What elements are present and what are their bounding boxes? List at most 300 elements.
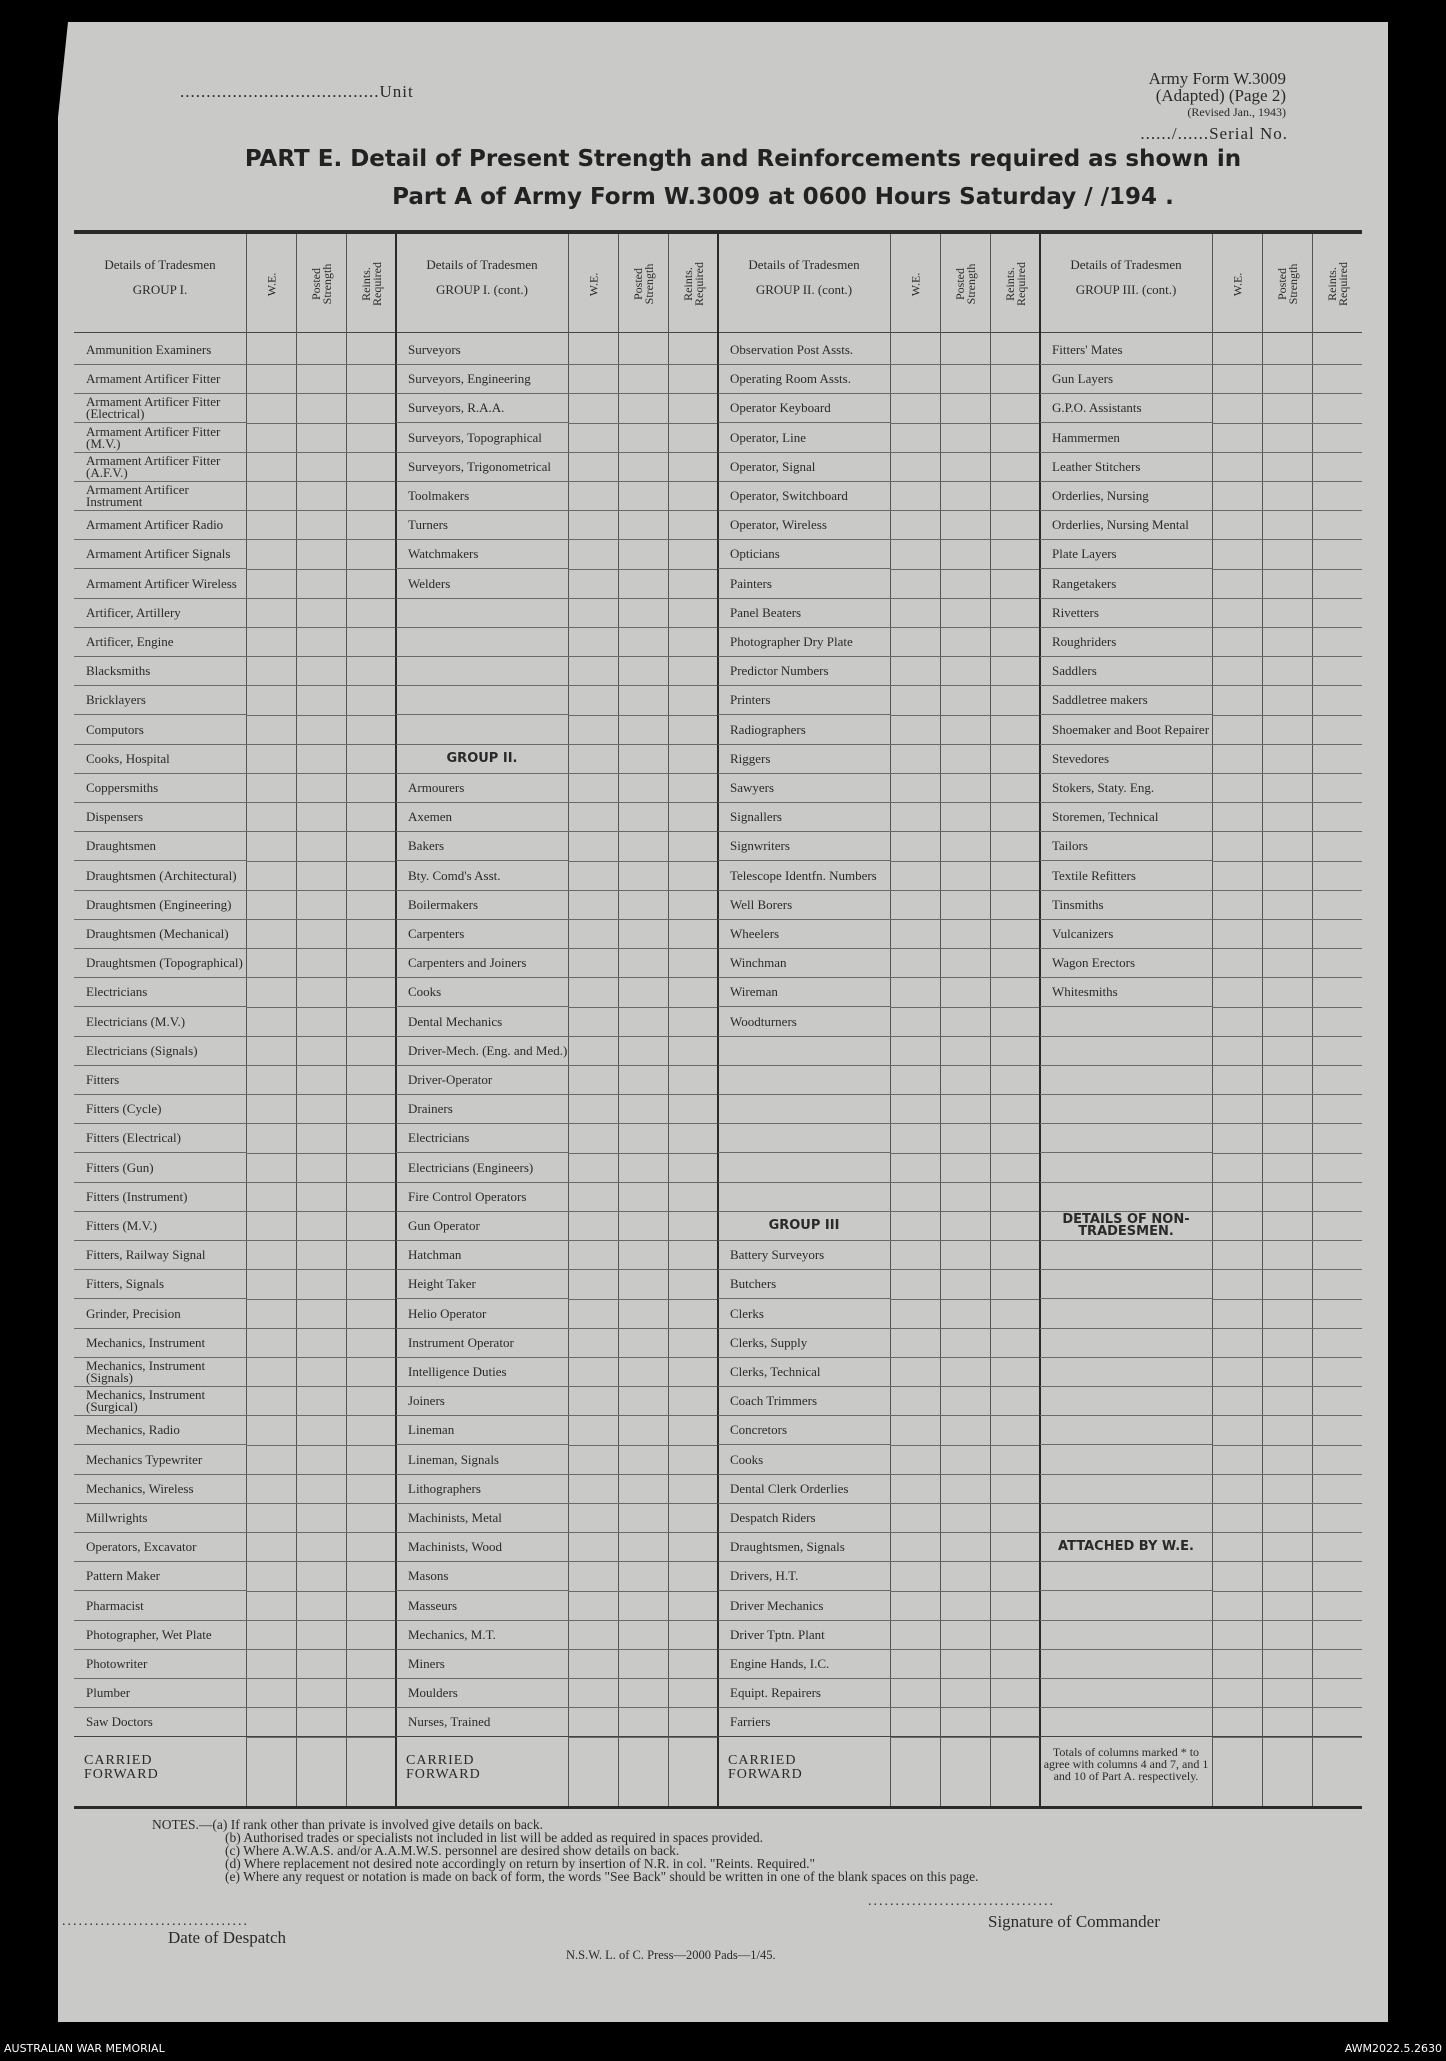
entry-cells[interactable]: [890, 1445, 1040, 1446]
posted-label: Posted Strength: [309, 263, 334, 305]
entry-cells[interactable]: [568, 569, 718, 570]
entry-cells[interactable]: [246, 569, 396, 570]
entry-cells[interactable]: [890, 1065, 1040, 1066]
entry-cells[interactable]: [568, 1328, 718, 1329]
column-rule: [568, 234, 569, 1806]
trade-row: Roughriders: [1040, 628, 1212, 657]
entry-cells[interactable]: [1212, 1532, 1362, 1533]
entry-cells[interactable]: [246, 510, 396, 511]
trade-row: Painters: [718, 570, 890, 599]
trade-row: Butchers: [718, 1270, 890, 1299]
entry-cells[interactable]: [1212, 715, 1362, 716]
entry-cells[interactable]: [568, 1065, 718, 1066]
entry-cells[interactable]: [1212, 1649, 1362, 1650]
trade-row: Carpenters and Joiners: [396, 949, 568, 978]
entry-cells[interactable]: [568, 1094, 718, 1095]
entry-cells[interactable]: [246, 1211, 396, 1212]
entry-cells[interactable]: [890, 1328, 1040, 1329]
entry-cells[interactable]: [246, 452, 396, 453]
trade-row: Mechanics, Instrument (Signals): [74, 1358, 246, 1387]
trade-row: [1040, 1329, 1212, 1358]
entry-cells[interactable]: [246, 1386, 396, 1387]
entry-cells[interactable]: [1212, 948, 1362, 949]
entry-cells[interactable]: [246, 1269, 396, 1270]
entry-cells[interactable]: [1212, 744, 1362, 745]
entry-cells[interactable]: [246, 1007, 396, 1008]
trade-row: Coppersmiths: [74, 774, 246, 803]
entry-cells[interactable]: [568, 1357, 718, 1358]
entry-cells[interactable]: [568, 1532, 718, 1533]
trade-row: [718, 1066, 890, 1095]
entry-cells[interactable]: [246, 1065, 396, 1066]
entry-cells[interactable]: [568, 364, 718, 365]
trade-row: Saddlers: [1040, 657, 1212, 686]
entry-cells[interactable]: [246, 1299, 396, 1300]
entry-cells[interactable]: [568, 1591, 718, 1592]
entry-cells[interactable]: [568, 861, 718, 862]
entry-cells[interactable]: [1212, 831, 1362, 832]
entry-cells[interactable]: [568, 1503, 718, 1504]
entry-cells[interactable]: [890, 744, 1040, 745]
entry-cells[interactable]: [1212, 423, 1362, 424]
entry-cells[interactable]: [890, 1415, 1040, 1416]
trade-row: [1040, 1300, 1212, 1329]
entry-cells[interactable]: [1212, 1182, 1362, 1183]
entry-cells[interactable]: [568, 802, 718, 803]
trade-row: Hammermen: [1040, 424, 1212, 453]
entry-cells[interactable]: [890, 802, 1040, 803]
reints-header: [668, 244, 720, 324]
trade-row: Electricians (Signals): [74, 1037, 246, 1066]
trade-row: Winchman: [718, 949, 890, 978]
entry-cells[interactable]: [1212, 1328, 1362, 1329]
trade-row: Opticians: [718, 540, 890, 569]
entry-cells[interactable]: [1212, 685, 1362, 686]
entry-cells[interactable]: [568, 539, 718, 540]
trade-row: [1040, 1650, 1212, 1679]
entry-cells[interactable]: [246, 715, 396, 716]
entry-cells[interactable]: [568, 510, 718, 511]
details-header: [718, 258, 890, 296]
entry-cells[interactable]: [890, 1591, 1040, 1592]
entry-cells[interactable]: [1212, 1065, 1362, 1066]
entry-cells[interactable]: [568, 1240, 718, 1241]
entry-cells[interactable]: [246, 802, 396, 803]
entry-cells[interactable]: [890, 919, 1040, 920]
entry-cells[interactable]: [246, 481, 396, 482]
entry-cells[interactable]: [246, 744, 396, 745]
entry-cells[interactable]: [1212, 627, 1362, 628]
column-rule: [346, 234, 347, 1806]
entry-cells[interactable]: [246, 627, 396, 628]
entry-cells[interactable]: [568, 744, 718, 745]
trade-row: [1040, 1037, 1212, 1066]
entry-cells[interactable]: [568, 890, 718, 891]
group-label: GROUP II. (cont.): [755, 282, 853, 297]
entry-cells[interactable]: [568, 715, 718, 716]
entry-cells[interactable]: [568, 1474, 718, 1475]
trade-row: G.P.O. Assistants: [1040, 394, 1212, 423]
entry-cells[interactable]: [246, 1357, 396, 1358]
entry-cells[interactable]: [890, 1007, 1040, 1008]
entry-cells[interactable]: [246, 831, 396, 832]
entry-cells[interactable]: [246, 598, 396, 599]
entry-cells[interactable]: [246, 919, 396, 920]
trade-row: Farriers: [718, 1708, 890, 1737]
trade-row: Plate Layers: [1040, 540, 1212, 569]
entry-cells[interactable]: [246, 1532, 396, 1533]
entry-cells[interactable]: [246, 1240, 396, 1241]
trade-row: [1040, 1504, 1212, 1533]
entry-cells[interactable]: [890, 627, 1040, 628]
details-header: [396, 258, 568, 296]
entry-cells[interactable]: [890, 510, 1040, 511]
entry-cells[interactable]: [1212, 1707, 1362, 1708]
entry-cells[interactable]: [890, 364, 1040, 365]
entry-cells[interactable]: [246, 1649, 396, 1650]
trade-row: Machinists, Wood: [396, 1533, 568, 1562]
entry-cells[interactable]: [890, 423, 1040, 424]
entry-cells[interactable]: [568, 1445, 718, 1446]
trade-row: Grinder, Precision: [74, 1300, 246, 1329]
entry-cells[interactable]: [890, 1649, 1040, 1650]
entry-cells[interactable]: [890, 1240, 1040, 1241]
entry-cells[interactable]: [568, 1153, 718, 1154]
trade-row: Photowriter: [74, 1650, 246, 1679]
entry-cells[interactable]: [890, 1357, 1040, 1358]
we-header: [246, 244, 298, 324]
trade-row: [718, 1183, 890, 1212]
entry-cells[interactable]: [246, 773, 396, 774]
entry-cells[interactable]: [890, 1503, 1040, 1504]
footer-id: AWM2022.5.2630: [1344, 2042, 1442, 2055]
carried-forward: CARRIED FORWARD: [406, 1753, 481, 1782]
trade-row: [1040, 1066, 1212, 1095]
entry-cells[interactable]: [890, 393, 1040, 394]
trade-row: Tailors: [1040, 832, 1212, 861]
trade-row: Armament Artificer Fitter: [74, 365, 246, 394]
entry-cells[interactable]: [568, 1269, 718, 1270]
entry-cells[interactable]: [568, 831, 718, 832]
entry-cells[interactable]: [1212, 569, 1362, 570]
entry-cells[interactable]: [1212, 861, 1362, 862]
entry-cells[interactable]: [890, 977, 1040, 978]
entry-cells[interactable]: [890, 1153, 1040, 1154]
entry-cells[interactable]: [246, 1707, 396, 1708]
entry-cells[interactable]: [890, 831, 1040, 832]
trade-row: Photographer, Wet Plate: [74, 1621, 246, 1650]
trade-row: Toolmakers: [396, 482, 568, 511]
details-of-tradesmen-label: Details of Tradesmen: [1070, 257, 1182, 272]
entry-cells[interactable]: [890, 1386, 1040, 1387]
entry-cells[interactable]: [568, 773, 718, 774]
entry-cells[interactable]: [890, 539, 1040, 540]
trade-row: [718, 1037, 890, 1066]
entry-cells[interactable]: [568, 1649, 718, 1650]
entry-cells[interactable]: [1212, 510, 1362, 511]
entry-cells[interactable]: [890, 715, 1040, 716]
trade-row: Pattern Maker: [74, 1562, 246, 1591]
entry-cells[interactable]: [246, 1415, 396, 1416]
trade-row: Despatch Riders: [718, 1504, 890, 1533]
trade-row: [396, 657, 568, 686]
entry-cells[interactable]: [890, 861, 1040, 862]
entry-cells[interactable]: [1212, 1591, 1362, 1592]
entry-cells[interactable]: [1212, 656, 1362, 657]
entry-cells[interactable]: [568, 393, 718, 394]
entry-cells[interactable]: [1212, 773, 1362, 774]
trade-row: Telescope Identfn. Numbers: [718, 862, 890, 891]
entry-cells[interactable]: [890, 569, 1040, 570]
entry-cells[interactable]: [890, 481, 1040, 482]
trade-row: Armament Artificer Instrument: [74, 482, 246, 511]
trade-row: Signwriters: [718, 832, 890, 861]
entry-cells[interactable]: [246, 1591, 396, 1592]
we-label: W.E.: [1230, 272, 1245, 296]
entry-cells[interactable]: [1212, 481, 1362, 482]
trade-row: [1040, 1679, 1212, 1708]
entry-cells[interactable]: [890, 1532, 1040, 1533]
entry-cells[interactable]: [1212, 1153, 1362, 1154]
trade-row: Nurses, Trained: [396, 1708, 568, 1737]
details-header: [74, 258, 246, 296]
column-header: [718, 234, 1040, 333]
posted-header: [1262, 244, 1314, 324]
trade-row: Bty. Comd's Asst.: [396, 862, 568, 891]
trade-row: Well Borers: [718, 891, 890, 920]
trade-row: Leather Stitchers: [1040, 453, 1212, 482]
entry-cells[interactable]: [568, 598, 718, 599]
entry-cells[interactable]: [890, 1094, 1040, 1095]
details-of-tradesmen-label: Details of Tradesmen: [748, 257, 860, 272]
entry-cells[interactable]: [1212, 598, 1362, 599]
entry-cells[interactable]: [568, 452, 718, 453]
entry-cells[interactable]: [1212, 1445, 1362, 1446]
entry-cells[interactable]: [890, 656, 1040, 657]
entry-cells[interactable]: [568, 1211, 718, 1212]
trade-row: Operator Keyboard: [718, 394, 890, 423]
entry-cells[interactable]: [246, 423, 396, 424]
column-rule: [668, 234, 669, 1806]
trade-row: Storemen, Technical: [1040, 803, 1212, 832]
entry-cells[interactable]: [568, 423, 718, 424]
entry-cells[interactable]: [568, 1007, 718, 1008]
entry-cells[interactable]: [1212, 802, 1362, 803]
entry-cells[interactable]: [1212, 890, 1362, 891]
trade-row: Bakers: [396, 832, 568, 861]
posted-header: [940, 244, 992, 324]
entry-cells[interactable]: [1212, 1678, 1362, 1679]
entry-cells[interactable]: [1212, 1503, 1362, 1504]
entry-cells[interactable]: [568, 685, 718, 686]
entry-cells[interactable]: [1212, 393, 1362, 394]
entry-cells[interactable]: [246, 948, 396, 949]
entry-cells[interactable]: [890, 1474, 1040, 1475]
entry-cells[interactable]: [890, 773, 1040, 774]
entry-cells[interactable]: [1212, 539, 1362, 540]
entry-cells[interactable]: [246, 1036, 396, 1037]
date-dots: ..................................: [62, 1914, 249, 1929]
entry-cells[interactable]: [246, 1123, 396, 1124]
entry-cells[interactable]: [568, 1182, 718, 1183]
entry-cells[interactable]: [890, 1036, 1040, 1037]
entry-cells[interactable]: [246, 1678, 396, 1679]
table-column-2: [396, 234, 718, 1806]
trade-row: Masons: [396, 1562, 568, 1591]
entry-cells[interactable]: [1212, 1240, 1362, 1241]
entry-cells[interactable]: [568, 1678, 718, 1679]
entry-cells[interactable]: [890, 1299, 1040, 1300]
tradesmen-table: [74, 230, 1362, 1809]
entry-cells[interactable]: [246, 1153, 396, 1154]
entry-cells[interactable]: [568, 1386, 718, 1387]
entry-cells[interactable]: [246, 393, 396, 394]
trade-row: [396, 628, 568, 657]
entry-cells[interactable]: [568, 1299, 718, 1300]
entry-cells[interactable]: [246, 1094, 396, 1095]
entry-cells[interactable]: [246, 1561, 396, 1562]
entry-cells[interactable]: [246, 1182, 396, 1183]
section-heading: GROUP II.: [396, 745, 568, 774]
entry-cells[interactable]: [568, 1123, 718, 1124]
trade-row: Draughtsmen (Engineering): [74, 891, 246, 920]
trade-row: Surveyors: [396, 336, 568, 365]
entry-cells[interactable]: [1212, 1269, 1362, 1270]
trade-row: Clerks: [718, 1300, 890, 1329]
entry-cells[interactable]: [1212, 1299, 1362, 1300]
trade-row: Dispensers: [74, 803, 246, 832]
footer-source: AUSTRALIAN WAR MEMORIAL: [4, 2042, 165, 2055]
trade-row: Gun Layers: [1040, 365, 1212, 394]
entry-cells[interactable]: [890, 1211, 1040, 1212]
entry-cells[interactable]: [246, 890, 396, 891]
trade-row: [1040, 1183, 1212, 1212]
entry-cells[interactable]: [246, 685, 396, 686]
entry-cells[interactable]: [1212, 1094, 1362, 1095]
trade-row: Observation Post Assts.: [718, 336, 890, 365]
entry-cells[interactable]: [568, 1707, 718, 1708]
entry-cells[interactable]: [568, 481, 718, 482]
entry-cells[interactable]: [568, 1620, 718, 1621]
entry-cells[interactable]: [1212, 919, 1362, 920]
trade-row: Draughtsmen (Topographical): [74, 949, 246, 978]
entry-cells[interactable]: [246, 364, 396, 365]
entry-cells[interactable]: [568, 977, 718, 978]
note-a: NOTES.—(a) If rank other than private is involved give details on back.: [152, 1817, 544, 1832]
trade-row: [1040, 1475, 1212, 1504]
trade-row: Miners: [396, 1650, 568, 1679]
entry-cells[interactable]: [1212, 1007, 1362, 1008]
trade-row: Blacksmiths: [74, 657, 246, 686]
trade-row: Surveyors, Topographical: [396, 424, 568, 453]
trade-row: [1040, 1124, 1212, 1153]
entry-cells[interactable]: [246, 1474, 396, 1475]
trade-row: Operating Room Assts.: [718, 365, 890, 394]
reints-label: Reints. Required: [1003, 262, 1028, 306]
entry-cells[interactable]: [890, 1561, 1040, 1562]
entry-cells[interactable]: [1212, 364, 1362, 365]
entry-cells[interactable]: [890, 890, 1040, 891]
entry-cells[interactable]: [568, 1415, 718, 1416]
entry-cells[interactable]: [1212, 977, 1362, 978]
trade-row: Watchmakers: [396, 540, 568, 569]
entry-cells[interactable]: [890, 1182, 1040, 1183]
trade-row: Tinsmiths: [1040, 891, 1212, 920]
entry-cells[interactable]: [890, 452, 1040, 453]
entry-cells[interactable]: [1212, 1386, 1362, 1387]
form-number-line: Army Form W.3009: [1148, 69, 1286, 88]
entry-cells[interactable]: [890, 1707, 1040, 1708]
entry-cells[interactable]: [568, 1036, 718, 1037]
details-of-tradesmen-label: Details of Tradesmen: [104, 257, 216, 272]
entry-cells[interactable]: [1212, 1123, 1362, 1124]
entry-cells[interactable]: [890, 948, 1040, 949]
entry-cells[interactable]: [568, 656, 718, 657]
note-c: (c) Where A.W.A.S. and/or A.A.M.W.S. personnel are desired show details on back.: [225, 1843, 680, 1858]
entry-cells[interactable]: [246, 1503, 396, 1504]
trade-row: Fitters (Instrument): [74, 1183, 246, 1212]
column-rule: [990, 234, 991, 1806]
entry-cells[interactable]: [1212, 1561, 1362, 1562]
entry-cells[interactable]: [1212, 1211, 1362, 1212]
entry-cells[interactable]: [890, 1123, 1040, 1124]
entry-cells[interactable]: [890, 1269, 1040, 1270]
trade-row: Dental Clerk Orderlies: [718, 1475, 890, 1504]
entry-cells[interactable]: [246, 1328, 396, 1329]
trade-row: Lithographers: [396, 1475, 568, 1504]
entry-cells[interactable]: [246, 977, 396, 978]
section-heading: GROUP III: [718, 1212, 890, 1241]
entry-cells[interactable]: [890, 1620, 1040, 1621]
trade-row: Draughtsmen, Signals: [718, 1533, 890, 1562]
entry-cells[interactable]: [890, 1678, 1040, 1679]
trade-row: Welders: [396, 570, 568, 599]
entry-cells[interactable]: [890, 598, 1040, 599]
column-rule: [1262, 234, 1263, 1806]
entry-cells[interactable]: [1212, 1474, 1362, 1475]
trade-row: Rangetakers: [1040, 570, 1212, 599]
entry-cells[interactable]: [568, 1561, 718, 1562]
trade-row: Printers: [718, 686, 890, 715]
entry-cells[interactable]: [246, 1620, 396, 1621]
trade-row: Saw Doctors: [74, 1708, 246, 1737]
reints-header: [1312, 244, 1364, 324]
trade-row: [1040, 1562, 1212, 1591]
entry-cells[interactable]: [246, 656, 396, 657]
trade-row: Riggers: [718, 745, 890, 774]
trade-row: Predictor Numbers: [718, 657, 890, 686]
entry-cells[interactable]: [246, 539, 396, 540]
entry-cells[interactable]: [568, 627, 718, 628]
entry-cells[interactable]: [568, 919, 718, 920]
details-header: [1040, 258, 1212, 296]
entry-cells[interactable]: [568, 948, 718, 949]
trade-row: Height Taker: [396, 1270, 568, 1299]
carried-forward: CARRIED FORWARD: [84, 1753, 159, 1782]
entry-cells[interactable]: [246, 1445, 396, 1446]
trade-row: Bricklayers: [74, 686, 246, 715]
entry-cells[interactable]: [890, 685, 1040, 686]
trade-row: [396, 716, 568, 745]
column-rule: [1312, 234, 1313, 1806]
entry-cells[interactable]: [1212, 1357, 1362, 1358]
entry-cells[interactable]: [1212, 452, 1362, 453]
entry-cells[interactable]: [1212, 1620, 1362, 1621]
entry-cells[interactable]: [1212, 1036, 1362, 1037]
entry-cells[interactable]: [1212, 1415, 1362, 1416]
trade-row: Radiographers: [718, 716, 890, 745]
entry-cells[interactable]: [246, 861, 396, 862]
